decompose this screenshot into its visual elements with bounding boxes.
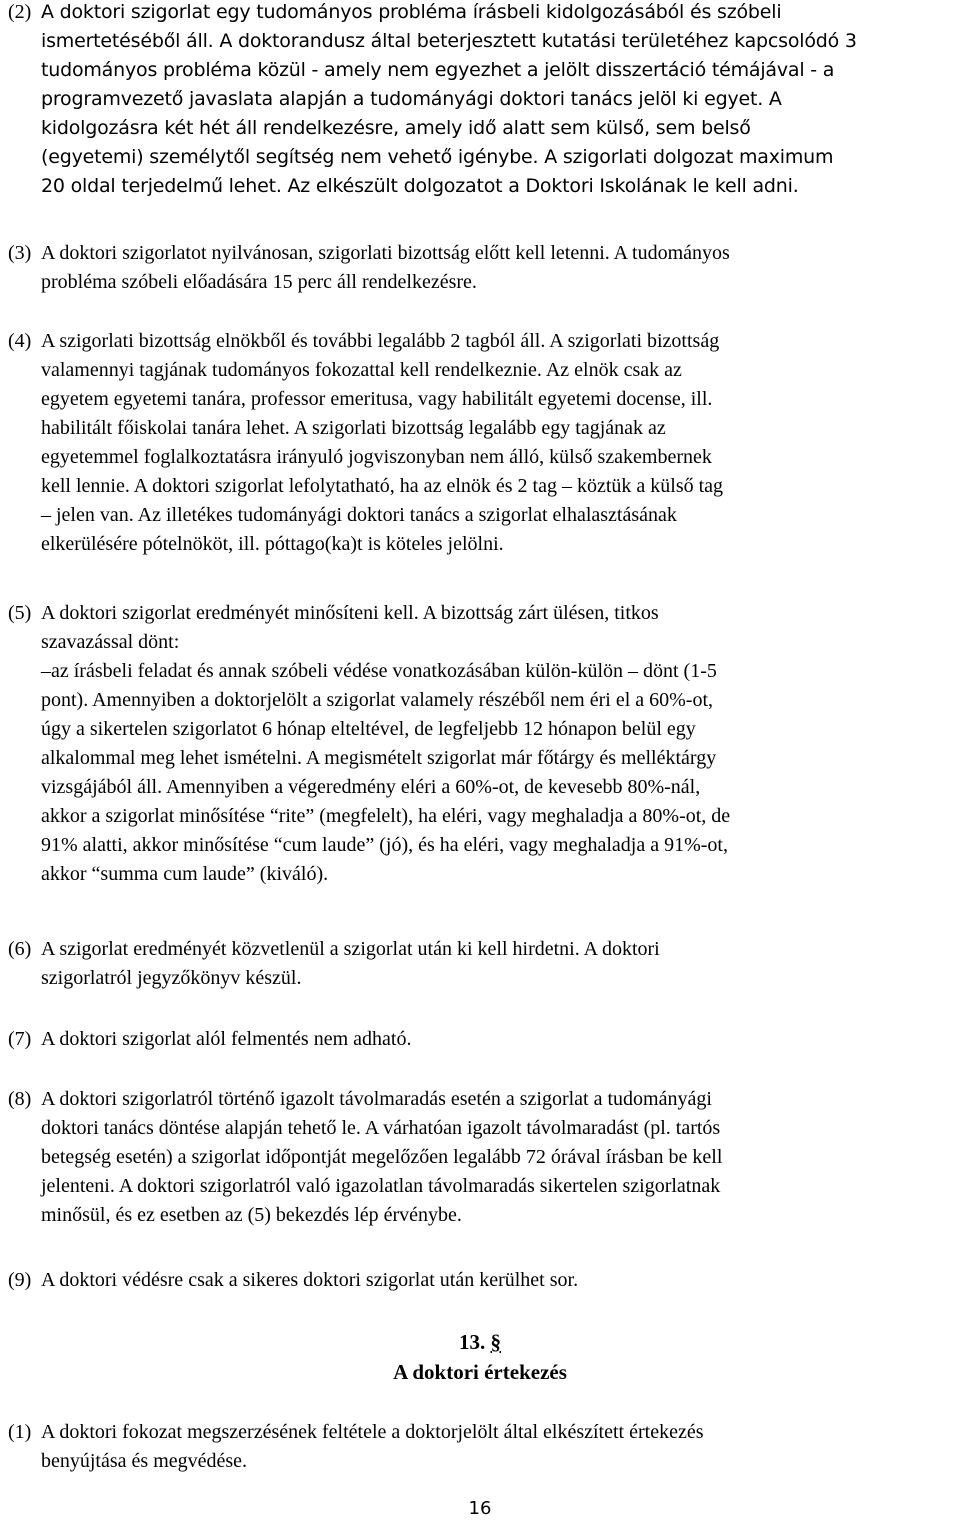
text-line: benyújtása és megvédése. (41, 1450, 248, 1472)
paragraph-2 (8, 0, 956, 201)
text-line: betegség esetén) a szigorlat időpontját megelőzően legalább 72 órával írásban be kell (41, 1146, 723, 1168)
text-line: pont). Amennyiben a doktorjelölt a szigorlat valamely részéből nem éri el a 60%-ot, (41, 689, 714, 711)
text-line: minősül, és ez esetben az (5) bekezdés lép érvénybe. (41, 1204, 462, 1226)
paragraph-text (41, 0, 956, 201)
text-line: A szigorlati bizottság elnökből és további legalább 2 tagból áll. A szigorlati bizottság (41, 330, 720, 352)
text-line: – jelen van. Az illetékes tudományági doktori tanács a szigorlat elhalasztásának (41, 504, 677, 526)
paragraph-text (41, 935, 956, 993)
text-line: úgy a sikertelen szigorlatot 6 hónap elteltével, de legfeljebb 12 hónapon belül egy (41, 718, 696, 740)
text-line: alkalommal meg lehet ismételni. A megismételt szigorlat már főtárgy és melléktárgy (41, 747, 717, 769)
paragraph-text (41, 1025, 956, 1054)
section-title: A doktori értekezés (393, 1360, 567, 1384)
paragraph-text (41, 599, 956, 889)
text-line: –az írásbeli feladat és annak szóbeli védése vonatkozásában külön-külön – dönt (1-5 (41, 660, 717, 682)
text-line: probléma szóbeli előadására 15 perc áll rendelkezésre. (41, 271, 477, 293)
text-line: jelenteni. A doktori szigorlatról való igazolatlan távolmaradás sikertelen szigorlatnak (41, 1175, 721, 1197)
paragraph-8 (8, 1085, 956, 1230)
paragraph-number: (8) (8, 1088, 32, 1110)
paragraph-number: (9) (8, 1269, 32, 1291)
paragraph-text (41, 1266, 956, 1295)
page-number: 16 (468, 1498, 492, 1519)
text-line: kell lennie. A doktori szigorlat lefolytatható, ha az elnök és 2 tag – köztük a külső tag (41, 475, 724, 497)
section-paragraph-1 (8, 1418, 956, 1476)
text-line: szigorlatról jegyzőkönyv készül. (41, 967, 302, 989)
text-line: kidolgozásra két hét áll rendelkezésre, amely idő alatt sem külső, sem belső (41, 117, 751, 139)
text-line: A doktori szigorlatot nyilvánosan, szigorlati bizottság előtt kell letenni. A tudományos (41, 242, 730, 264)
text-line: A szigorlat eredményét közvetlenül a szigorlat után ki kell hirdetni. A doktori (41, 938, 660, 960)
paragraph-number: (1) (8, 1421, 32, 1443)
text-line: A doktori fokozat megszerzésének feltétele a doktorjelölt által elkészített értekezés (41, 1421, 704, 1443)
paragraph-number: (7) (8, 1028, 32, 1050)
section-number: 13. (459, 1330, 486, 1354)
text-line: egyetemmel foglalkoztatásra irányuló jogviszonyban nem álló, külső szakembernek (41, 446, 712, 468)
text-line: doktori tanács döntése alapján tehető le. A várhatóan igazolt távolmaradást (pl. tartós (41, 1117, 721, 1139)
text-line: tudományos probléma közül - amely nem egyezhet a jelölt disszertáció témájával - a (41, 59, 835, 81)
section-number-heading (0, 1328, 960, 1356)
text-line: egyetem egyetemi tanára, professor emeritusa, vagy habilitált egyetemi docense, ill. (41, 388, 713, 410)
text-line: ismertetéséből áll. A doktorandusz által beterjesztett kutatási területéhez kapcsolódó 3 (41, 30, 857, 52)
paragraph-number: (4) (8, 330, 32, 352)
text-line: A doktori szigorlat eredményét minősíteni kell. A bizottság zárt ülésen, titkos (41, 602, 659, 624)
paragraph-6 (8, 935, 956, 993)
paragraph-number: (2) (8, 1, 32, 23)
paragraph-4 (8, 327, 956, 559)
paragraph-3 (8, 239, 956, 297)
text-line: A doktori szigorlat egy tudományos probléma írásbeli kidolgozásából és szóbeli (41, 1, 782, 23)
paragraph-number: (5) (8, 602, 32, 624)
text-line: akkor a szigorlat minősítése “rite” (megfelelt), ha eléri, vagy meghaladja a 80%-ot, de (41, 805, 731, 827)
text-line: 20 oldal terjedelmű lehet. Az elkészült dolgozatot a Doktori Iskolának le kell adni. (41, 175, 799, 197)
paragraph-number: (3) (8, 242, 32, 264)
paragraph-text (41, 1085, 956, 1230)
text-line: akkor “summa cum laude” (kiváló). (41, 863, 329, 885)
text-line: A doktori szigorlatról történő igazolt távolmaradás esetén a szigorlat a tudományági (41, 1088, 712, 1110)
paragraph-7 (8, 1025, 956, 1054)
text-line: programvezető javaslata alapján a tudományági doktori tanács jelöl ki egyet. A (41, 88, 782, 110)
text-line: (egyetemi) személytől segítség nem vehető igénybe. A szigorlati dolgozat maximum (41, 146, 834, 168)
text-line: elkerülésére pótelnököt, ill. póttago(ka)t is köteles jelölni. (41, 533, 504, 555)
text-line: valamennyi tagjának tudományos fokozattal kell rendelkeznie. Az elnök csak az (41, 359, 682, 381)
text-line: A doktori szigorlat alól felmentés nem adható. (41, 1028, 412, 1050)
paragraph-5 (8, 599, 956, 889)
paragraph-number: (6) (8, 938, 32, 960)
text-line: szavazással dönt: (41, 631, 180, 653)
paragraph-text (41, 327, 956, 559)
paragraph-text (41, 1418, 956, 1476)
text-line: vizsgájából áll. Amennyiben a végeredmény eléri a 60%-ot, de kevesebb 80%-nál, (41, 776, 701, 798)
text-line: A doktori védésre csak a sikeres doktori szigorlat után kerülhet sor. (41, 1269, 579, 1291)
paragraph-text (41, 239, 956, 297)
text-line: habilitált főiskolai tanára lehet. A szigorlati bizottság legalább egy tagjának az (41, 417, 666, 439)
section-sign: § (490, 1330, 501, 1354)
text-line: 91% alatti, akkor minősítése “cum laude” (jó), és ha eléri, vagy meghaladja a 91%-ot, (41, 834, 728, 856)
paragraph-9 (8, 1266, 956, 1295)
